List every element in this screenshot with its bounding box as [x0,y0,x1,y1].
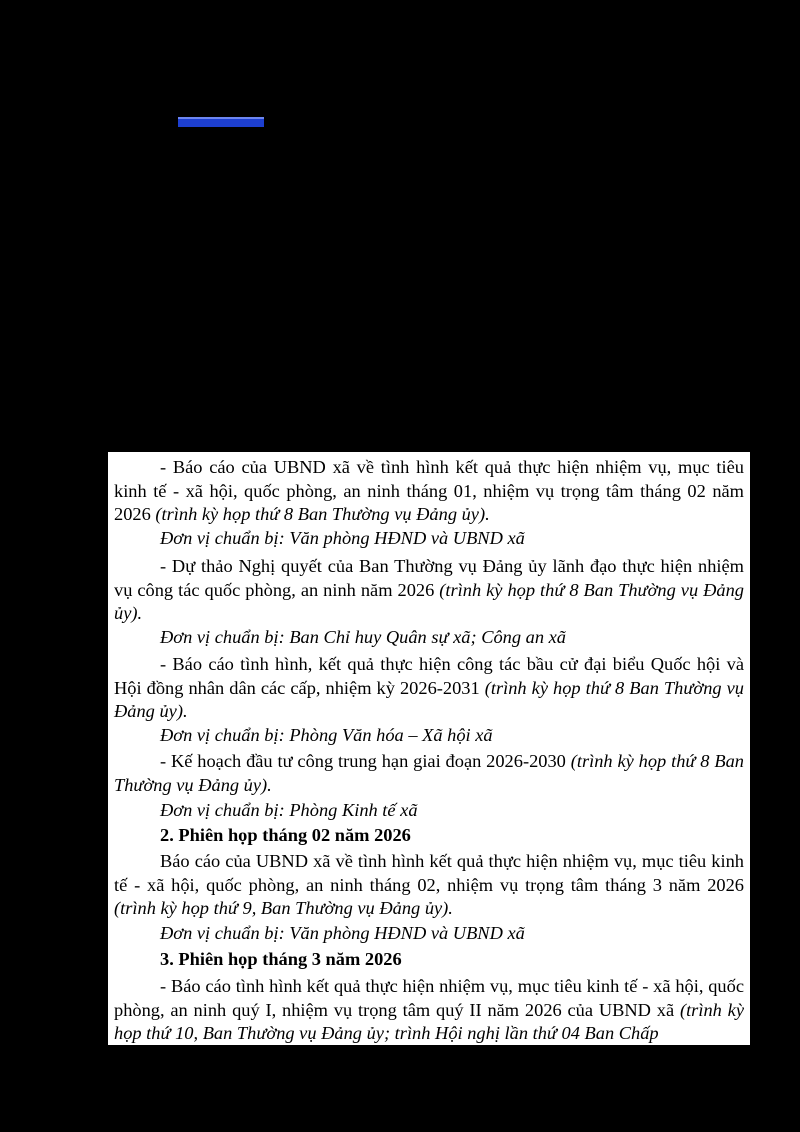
paragraph-election-report: - Báo cáo tình hình, kết quả thực hiện công tác bầu cử đại biểu Quốc hội và Hội đồng nhân dân các cấp, nhiệm kỳ 2026-2031 (trình kỳ họp thứ 8 Ban Thường vụ Đảng ủy). [114,654,744,721]
paragraph-investment-plan: - Kế hoạch đầu tư công trung hạn giai đoạn 2026-2030 (trình kỳ họp thứ 8 Ban Thường vụ Đảng ủy). [114,751,744,795]
prepared-by-office-2: Đơn vị chuẩn bị: Văn phòng HĐND và UBND xã [160,923,525,943]
prepared-by-office: Đơn vị chuẩn bị: Văn phòng HĐND và UBND xã [160,528,525,548]
section-heading-march: 3. Phiên họp tháng 3 năm 2026 [160,949,402,969]
paragraph-report-quarter: - Báo cáo tình hình kết quả thực hiện nhiệm vụ, mục tiêu kinh tế - xã hội, quốc phòng, an ninh quý I, nhiệm vụ trọng tâm quý II năm 2026 của UBND xã (trình kỳ họp thứ 10, Ban Thường vụ Đảng ủy; trình Hội nghị lần thứ 04 Ban Chấp [114,976,744,1043]
paragraph-report-january: - Báo cáo của UBND xã về tình hình kết quả thực hiện nhiệm vụ, mục tiêu kinh tế - xã hội, quốc phòng, an ninh tháng 01, nhiệm vụ trọng tâm tháng 02 năm 2026 (trình kỳ họp thứ 8 Ban Thường vụ Đảng ủy). [114,457,744,524]
prepared-by-economy: Đơn vị chuẩn bị: Phòng Kinh tế xã [160,800,418,820]
paragraph-report-february: Báo cáo của UBND xã về tình hình kết quả thực hiện nhiệm vụ, mục tiêu kinh tế - xã hội, quốc phòng, an ninh tháng 02, nhiệm vụ trọng tâm tháng 3 năm 2026 (trình kỳ họp thứ 9, Ban Thường vụ Đảng ủy). [114,851,744,918]
document-page [108,452,750,1045]
paragraph-draft-resolution: - Dự thảo Nghị quyết của Ban Thường vụ Đảng ủy lãnh đạo thực hiện nhiệm vụ công tác quốc phòng, an ninh năm 2026 (trình kỳ họp thứ 8 Ban Thường vụ Đảng ủy). [114,556,744,623]
prepared-by-culture: Đơn vị chuẩn bị: Phòng Văn hóa – Xã hội xã [160,725,493,745]
prepared-by-military-police: Đơn vị chuẩn bị: Ban Chỉ huy Quân sự xã; Công an xã [160,627,566,647]
hyperlink-mark[interactable] [178,117,264,127]
section-heading-february: 2. Phiên họp tháng 02 năm 2026 [160,825,411,845]
